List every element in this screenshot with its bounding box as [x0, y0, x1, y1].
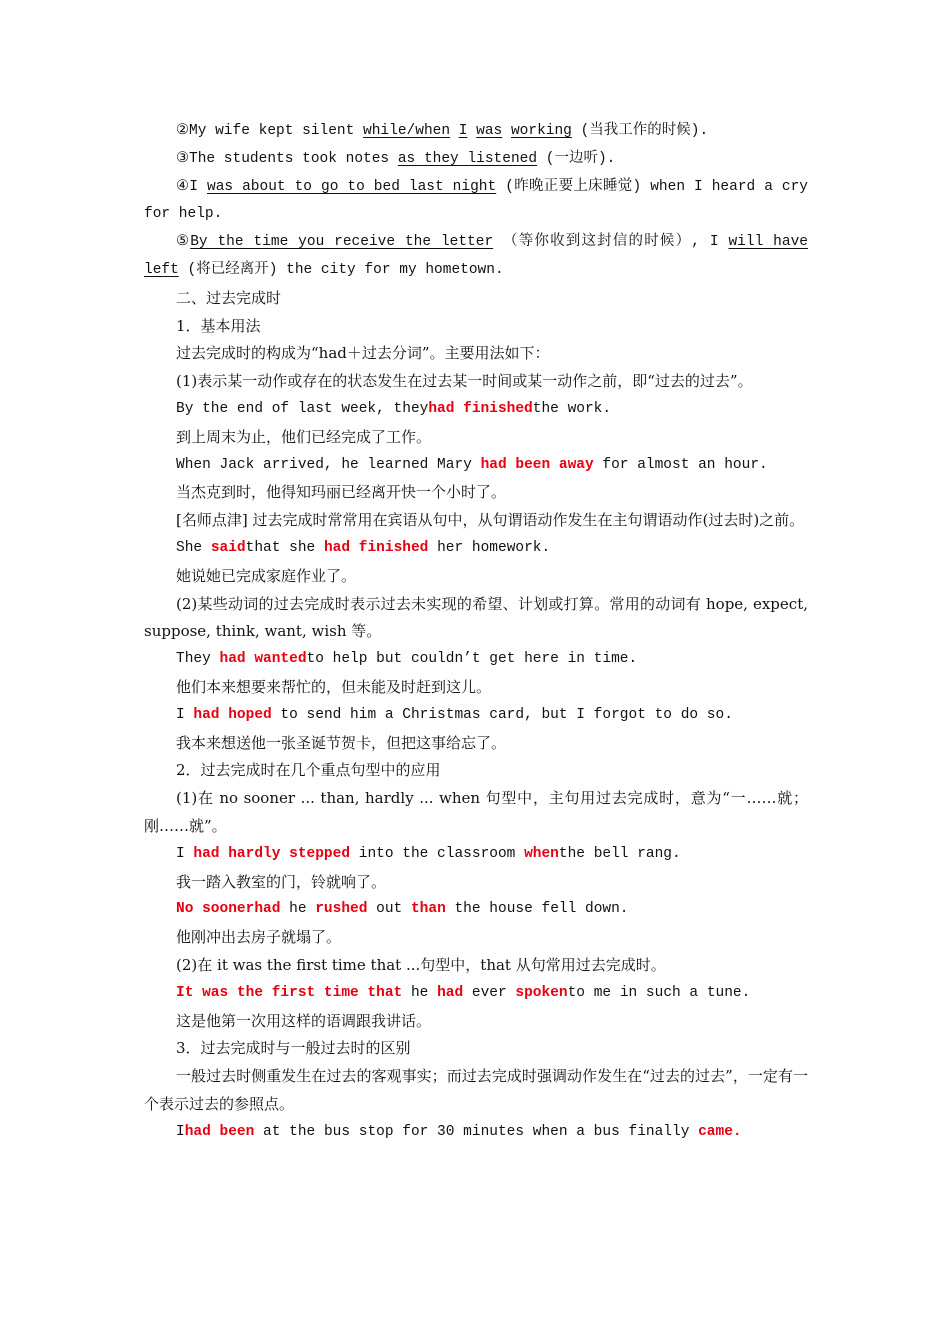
pattern-1: (1)在 no sooner ... than, hardly ... when 句型中，主句用过去完成时，意为“一……就；刚……就”。 — [144, 789, 808, 835]
highlight: spoken — [515, 984, 568, 1001]
highlight: had hoped — [193, 706, 272, 723]
subsection-heading: 1．基本用法 — [176, 316, 261, 335]
example-sentence — [144, 896, 808, 924]
text: the bell rang. — [558, 845, 681, 862]
underlined-text: was — [476, 123, 503, 139]
text: he — [402, 984, 438, 1001]
highlight: had been — [184, 1123, 255, 1140]
text: the house fell down. — [445, 901, 629, 918]
translation: 他刚冲出去房子就塌了。 — [176, 928, 342, 947]
underlined-text: will have left — [144, 234, 808, 278]
text: I — [176, 706, 194, 723]
text: to me in such a tune. — [567, 984, 751, 1001]
underlined-text: while/when — [363, 123, 451, 139]
underlined-text: was about to go to bed last night — [207, 178, 497, 195]
text: My wife kept silent — [189, 123, 364, 139]
highlight: came. — [698, 1123, 742, 1140]
translation: 这是他第一次用这样的语调跟我讲话。 — [176, 1011, 432, 1030]
example-sentence — [144, 1119, 808, 1147]
highlight: when — [524, 845, 559, 862]
underlined-text: as they listened — [397, 150, 538, 167]
translation: 当杰克到时，他得知玛丽已经离开快一个小时了。 — [176, 483, 507, 502]
highlight: had — [437, 984, 464, 1001]
text: (当我工作的时候). — [571, 123, 709, 139]
text: out — [367, 901, 411, 918]
text — [467, 123, 476, 139]
highlight: had finished — [323, 539, 429, 556]
text: I — [176, 845, 194, 862]
example-sentence — [144, 535, 808, 563]
text: She — [176, 539, 211, 556]
text: (一边听). — [537, 150, 616, 167]
example-sentence — [144, 702, 808, 730]
usage-2: (2)某些动词的过去完成时表示过去未实现的希望、计划或打算。常用的动词有 hope, expect, suppose, think, want, wish 等。 — [144, 594, 808, 641]
text: ever — [463, 984, 516, 1001]
paragraph: 过去完成时的构成为“had＋过去分词”。主要用法如下： — [176, 344, 550, 363]
example-line-4 — [144, 174, 808, 230]
example-sentence — [144, 396, 808, 424]
text: to help but couldn’t get here in time. — [306, 651, 638, 668]
text: (昨晚正要上床睡觉) when I heard a cry for help. — [144, 178, 809, 223]
translation: 我一踏入教室的门，铃就响了。 — [176, 872, 387, 891]
example-line-3 — [144, 146, 808, 174]
text: to send him a Christmas card, but I forgot to do so. — [271, 706, 733, 723]
highlight: rushed — [315, 901, 368, 918]
paragraph: 一般过去时侧重发生在过去的客观事实；而过去完成时强调动作发生在“过去的过去”，一定有一个表示过去的参照点。 — [144, 1067, 808, 1113]
subsection-heading: 2．过去完成时在几个重点句型中的应用 — [176, 761, 441, 780]
highlight: had finished — [428, 400, 533, 417]
document-page — [144, 118, 808, 1146]
circled-number: ⑤ — [176, 234, 191, 251]
text: that she — [245, 539, 324, 556]
text: The students took notes — [189, 150, 398, 167]
highlight: had wanted — [219, 651, 307, 668]
text: he — [280, 901, 316, 918]
pattern-2: (2)在 it was the first time that ...句型中，that 从句常用过去完成时。 — [176, 955, 666, 974]
underlined-text: I — [458, 123, 468, 139]
text: her homework. — [428, 539, 551, 556]
highlight: said — [210, 539, 246, 556]
highlight: No soonerhad — [176, 901, 281, 918]
highlight: had been away — [480, 456, 594, 473]
text: By the end of last week, they — [176, 400, 429, 417]
section-heading: 二、过去完成时 — [176, 288, 282, 307]
circled-number: ② — [176, 123, 189, 139]
example-sentence — [144, 646, 808, 674]
text — [502, 123, 511, 139]
text: (将已经离开) the city for my hometown. — [178, 261, 504, 278]
teacher-tip: [名师点津] 过去完成时常常用在宾语从句中，从句谓语动作发生在主句谓语动作(过去时)之前。 — [176, 511, 805, 530]
circled-number: ③ — [176, 150, 189, 167]
text: the work. — [532, 400, 612, 417]
underlined-text: working — [510, 123, 572, 139]
example-sentence — [144, 452, 808, 480]
example-sentence — [144, 841, 808, 869]
underlined-text: By the time you receive the letter — [190, 234, 494, 251]
translation: 到上周末为止，他们已经完成了工作。 — [176, 427, 432, 446]
subsection-heading: 3．过去完成时与一般过去时的区别 — [176, 1039, 411, 1058]
translation: 我本来想送他一张圣诞节贺卡，但把这事给忘了。 — [176, 733, 507, 752]
example-line-2 — [144, 118, 808, 146]
highlight: than — [410, 901, 446, 918]
text: When Jack arrived, he learned Mary — [176, 456, 481, 473]
text: （等你收到这封信的时候）, I — [493, 234, 729, 251]
example-sentence — [144, 980, 808, 1008]
usage-1: (1)表示某一动作或存在的状态发生在过去某一时间或某一动作之前，即“过去的过去”。 — [176, 372, 753, 391]
text: I — [189, 178, 207, 195]
translation: 她说她已完成家庭作业了。 — [176, 566, 357, 585]
text — [450, 123, 459, 139]
highlight: It was the first time that — [176, 984, 403, 1001]
translation: 他们本来想要来帮忙的，但未能及时赶到这儿。 — [176, 677, 492, 696]
text: at the bus stop for 30 minutes when a bus finally — [254, 1123, 699, 1140]
example-line-5 — [144, 229, 808, 285]
circled-number: ④ — [176, 178, 190, 195]
text: for almost an hour. — [593, 456, 768, 473]
text: They — [176, 651, 220, 668]
text: into the classroom — [350, 845, 525, 862]
text: I — [176, 1123, 185, 1140]
highlight: had hardly stepped — [193, 845, 351, 862]
